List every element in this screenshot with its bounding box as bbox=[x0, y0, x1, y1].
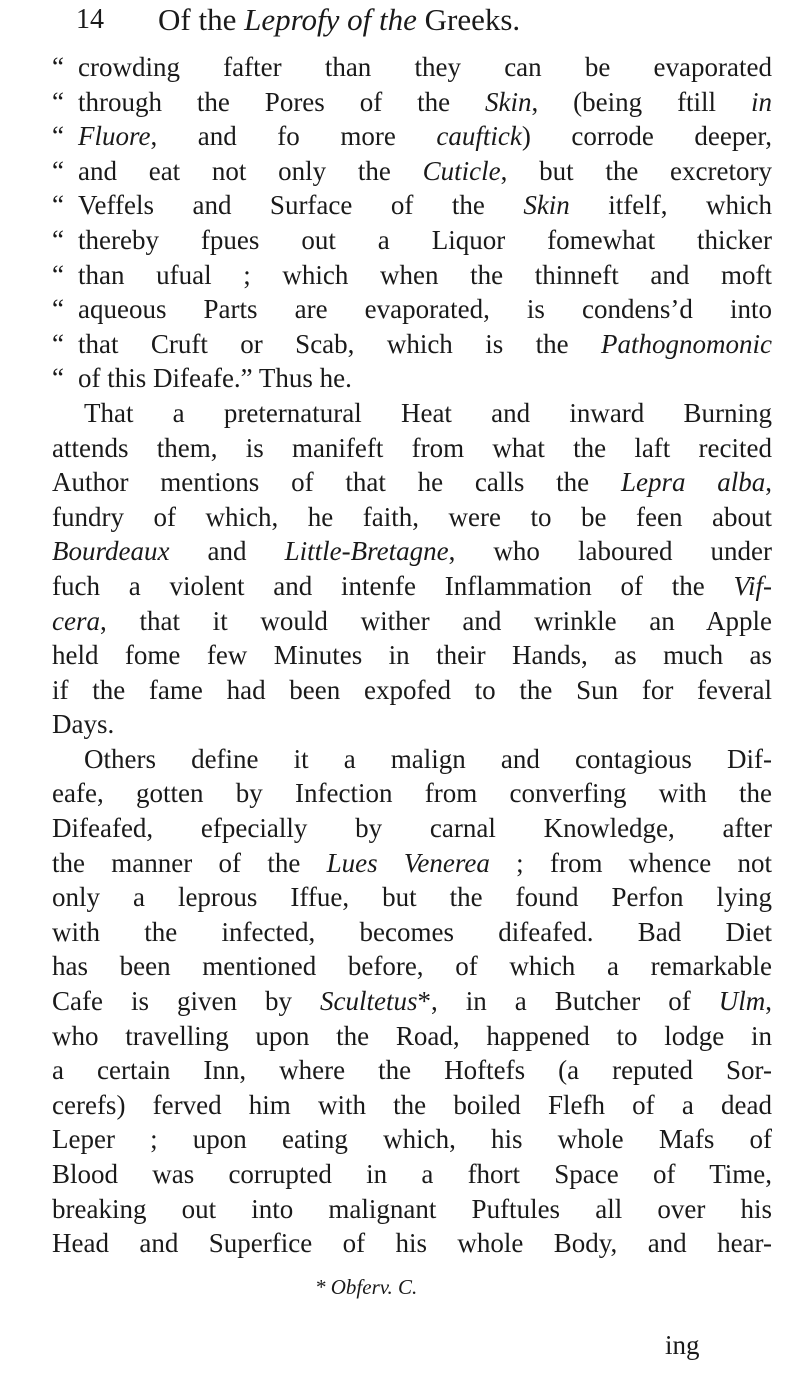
text-line: held fome few Minutes in their Hands, as much as bbox=[52, 640, 772, 671]
text-line: fundry of which, he faith, were to be feen about bbox=[52, 501, 772, 532]
body-text bbox=[52, 50, 772, 1261]
text-line: the manner of the Lues Venerea ; from whence not bbox=[52, 847, 772, 878]
running-title bbox=[158, 2, 520, 38]
text-line: “ that Cruft or Scab, which is the Pathognomonic bbox=[52, 328, 772, 359]
text-line: cera, that it would wither and wrinkle an Apple bbox=[52, 605, 772, 636]
text-line: Leper ; upon eating which, his whole Mafs of bbox=[52, 1124, 772, 1155]
catchword: ing bbox=[665, 1330, 700, 1360]
text-line: Cafe is given by Scultetus*, in a Butcher of Ulm, bbox=[52, 986, 772, 1017]
footnote: * Obferv. C. bbox=[315, 1275, 418, 1299]
text-line: breaking out into malignant Puftules all over his bbox=[52, 1193, 772, 1224]
text-line: a certain Inn, where the Hoftefs (a reputed Sor- bbox=[52, 1055, 772, 1086]
page-header bbox=[76, 0, 776, 40]
text-line: “ Fluore, and fo more cauftick) corrode deeper, bbox=[52, 121, 772, 152]
text-line: “ through the Pores of the Skin, (being ftill in bbox=[52, 86, 772, 117]
text-line: Days. bbox=[52, 709, 115, 740]
text-line: “ and eat not only the Cuticle, but the excretory bbox=[52, 155, 772, 186]
text-line: “ thereby fpues out a Liquor fomewhat thicker bbox=[52, 224, 772, 255]
text-line: cerefs) ferved him with the boiled Flefh of a dead bbox=[52, 1089, 772, 1120]
text-line: attends them, is manifeft from what the laft recited bbox=[52, 432, 772, 463]
running-title-suffix: Greeks. bbox=[416, 2, 521, 37]
text-line: Blood was corrupted in a fhort Space of Time, bbox=[52, 1159, 772, 1189]
running-title-italic: Leprofy of the bbox=[244, 2, 417, 37]
text-line: Head and Superfice of his whole Body, and hear- bbox=[52, 1228, 772, 1259]
text-line: Others define it a malign and contagious Dif- bbox=[84, 743, 772, 774]
text-line: if the fame had been expofed to the Sun for feveral bbox=[52, 674, 772, 705]
text-line: “ of this Difeafe.” Thus he. bbox=[52, 363, 352, 394]
text-line: Bourdeaux and Little-Bretagne, who laboured under bbox=[52, 536, 772, 567]
text-line: only a leprous Iffue, but the found Perfon lying bbox=[52, 882, 772, 913]
text-line: eafe, gotten by Infection from converfing with the bbox=[52, 778, 772, 809]
text-line: “ aqueous Parts are evaporated, is condens’d into bbox=[52, 294, 772, 325]
text-line: with the infected, becomes difeafed. Bad Diet bbox=[52, 916, 772, 947]
text-line: That a preternatural Heat and inward Burning bbox=[84, 397, 772, 428]
text-line: Difeafed, efpecially by carnal Knowledge, after bbox=[52, 813, 772, 844]
text-line: “ crowding fafter than they can be evaporated bbox=[52, 52, 772, 82]
text-line: “ than ufual ; which when the thinneft and moft bbox=[52, 259, 772, 290]
text-line: “ Veffels and Surface of the Skin itfelf, which bbox=[52, 190, 772, 221]
text-line: fuch a violent and intenfe Inflammation of the Vif- bbox=[52, 570, 772, 601]
page-number: 14 bbox=[76, 4, 104, 35]
text-line: Author mentions of that he calls the Lepra alba, bbox=[52, 467, 772, 498]
text-line: who travelling upon the Road, happened to lodge in bbox=[52, 1020, 772, 1051]
running-title-prefix: Of the bbox=[158, 2, 245, 37]
text-line: has been mentioned before, of which a remarkable bbox=[52, 951, 772, 982]
